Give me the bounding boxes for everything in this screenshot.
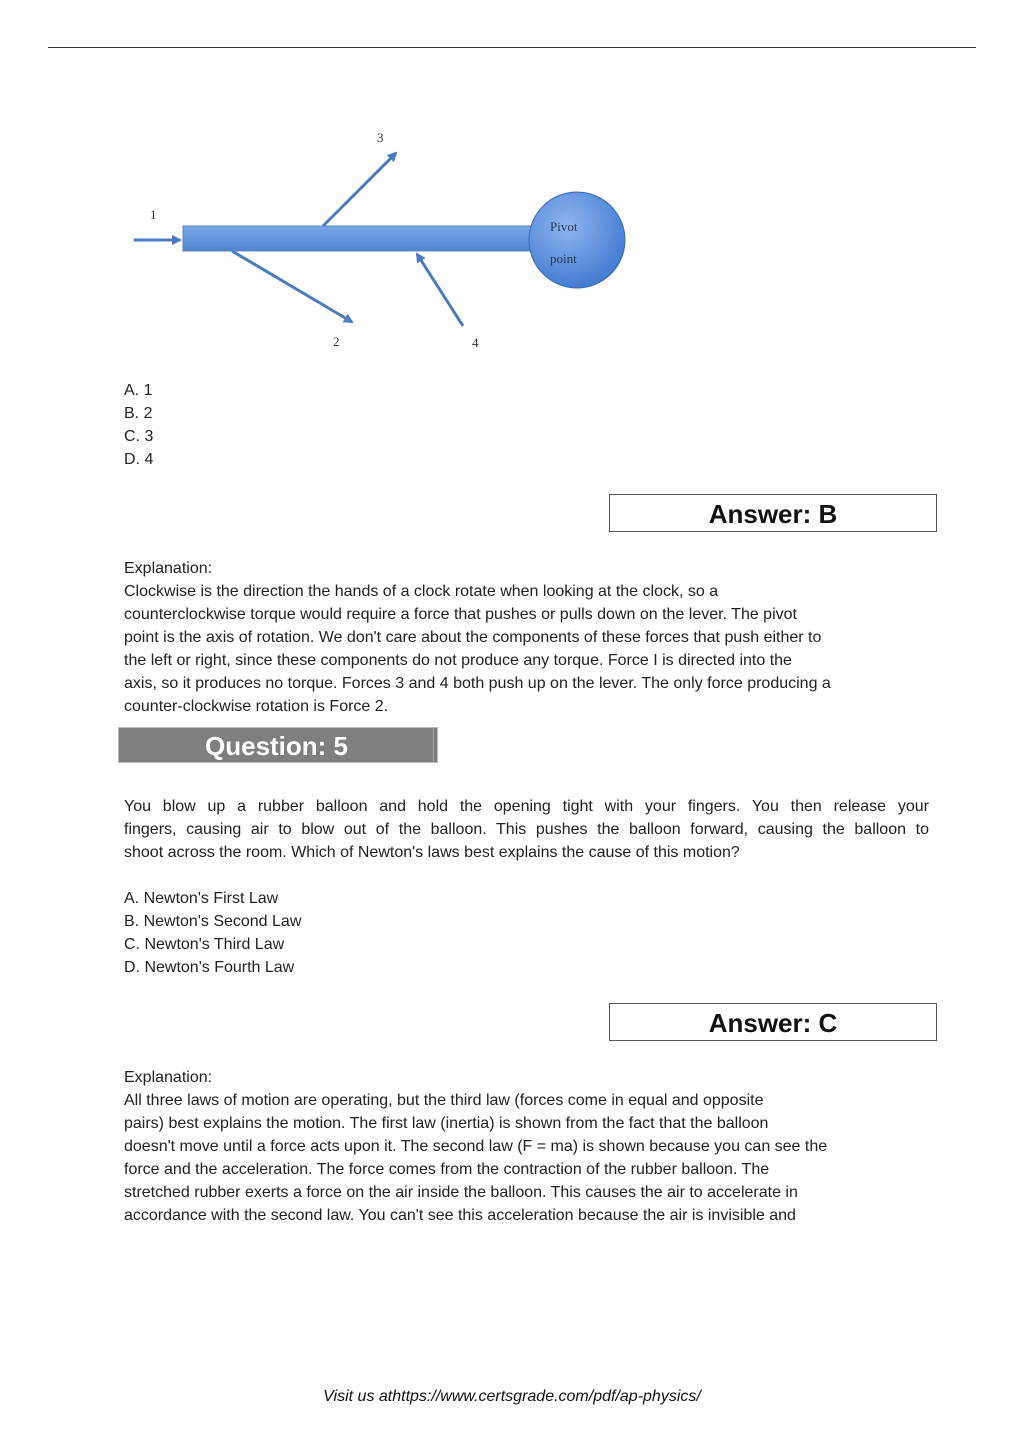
force-3-arrow: [323, 153, 396, 226]
force-4-arrow: [417, 254, 463, 326]
explanation-line: accordance with the second law. You can't see this acceleration because the air is invisible and: [124, 1207, 796, 1224]
option-c: C. Newton's Third Law: [124, 936, 285, 953]
explanation-line: axis, so it produces no torque. Forces 3 and 4 both push up on the lever. The only force producing a: [124, 675, 831, 692]
option-a: A. 1: [124, 382, 153, 399]
option-a: A. Newton's First Law: [124, 890, 279, 907]
force-4-label: 4: [472, 335, 479, 350]
q4-answer-box: Answer: B: [609, 494, 937, 532]
question-line: shoot across the room. Which of Newton's laws best explains the cause of this motion?: [124, 844, 740, 861]
explanation-line: Clockwise is the direction the hands of a clock rotate when looking at the clock, so a: [124, 583, 719, 600]
explanation-line: All three laws of motion are operating, but the third law (forces come in equal and opposite: [124, 1092, 764, 1109]
question-line: You blow up a rubber balloon and hold the opening tight with your fingers. You then release your: [124, 798, 929, 815]
footer-link[interactable]: Visit us athttps://www.certsgrade.com/pdf/ap-physics/: [323, 1388, 701, 1405]
option-b: B. 2: [124, 405, 153, 422]
pivot-label-line1: Pivot: [550, 219, 578, 234]
explanation-line: counter-clockwise rotation is Force 2.: [124, 698, 389, 715]
question-title: Question: 5: [205, 731, 349, 761]
heading-edge: [433, 728, 434, 762]
explanation-heading: Explanation:: [124, 560, 213, 577]
explanation-line: point is the axis of rotation. We don't care about the components of these forces that push either to: [124, 629, 822, 646]
lever-bar: [183, 226, 533, 251]
option-d: D. 4: [124, 451, 154, 468]
force-3-label: 3: [377, 130, 384, 145]
explanation-line: force and the acceleration. The force comes from the contraction of the rubber balloon. The: [124, 1161, 770, 1178]
explanation-line: stretched rubber exerts a force on the air inside the balloon. This causes the air to accelerate in: [124, 1184, 798, 1201]
header-rule: [48, 47, 976, 48]
q5-answer-box: Answer: C: [609, 1003, 937, 1041]
force-2-label: 2: [333, 334, 340, 349]
lever-diagram: [120, 120, 640, 360]
force-1-label: 1: [150, 207, 157, 222]
explanation-line: pairs) best explains the motion. The first law (inertia) is shown from the fact that the balloon: [124, 1115, 769, 1132]
force-2-arrow: [232, 251, 352, 322]
q4-options: [124, 379, 153, 471]
q5-question: [124, 795, 929, 864]
question-line: fingers, causing air to blow out of the balloon. This pushes the balloon forward, causing the balloon to: [124, 821, 929, 838]
explanation-line: counterclockwise torque would require a force that pushes or pulls down on the lever. The pivot: [124, 606, 797, 623]
pivot-label-line2: point: [550, 251, 577, 266]
option-d: D. Newton's Fourth Law: [124, 959, 295, 976]
q5-explanation: [124, 1066, 827, 1227]
option-b: B. Newton's Second Law: [124, 913, 302, 930]
q5-options: [124, 887, 301, 979]
question-5-heading: [118, 727, 438, 763]
option-c: C. 3: [124, 428, 154, 445]
explanation-line: the left or right, since these components do not produce any torque. Force I is directed into the: [124, 652, 792, 669]
explanation-line: doesn't move until a force acts upon it. The second law (F = ma) is shown because you can see the: [124, 1138, 828, 1155]
explanation-heading: Explanation:: [124, 1069, 213, 1086]
q4-explanation: [124, 557, 831, 718]
pivot-circle: [529, 192, 625, 288]
